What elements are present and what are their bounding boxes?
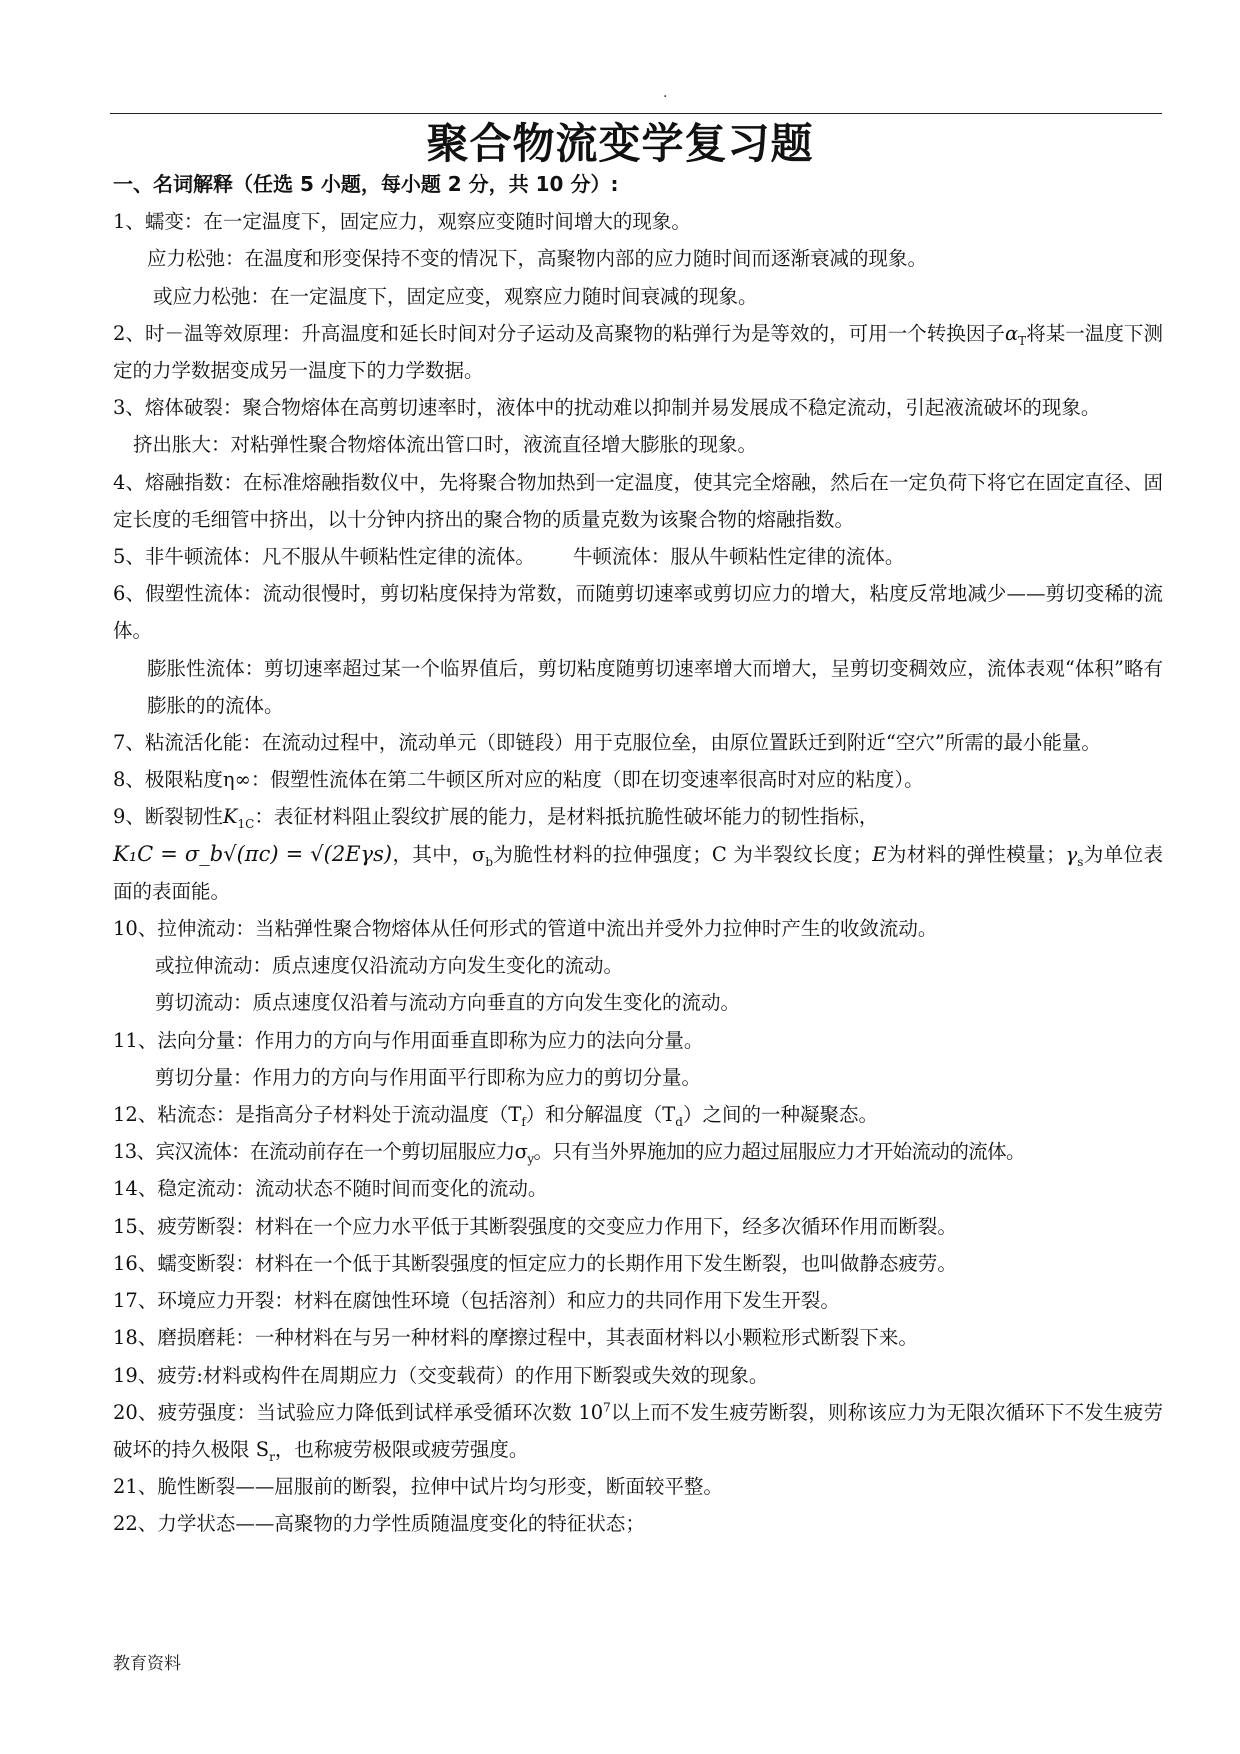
- fracture-toughness-formula: K₁C = σ_b√(πc) = √(2Eγs): [113, 841, 393, 866]
- item-15-fatigue-fracture: 15、疲劳断裂：材料在一个应力水平低于其断裂强度的交变应力作用下，经多次循环作用而断裂。: [113, 1214, 957, 1238]
- item-3-die-swell: 挤出胀大：对粘弹性聚合物熔体流出管口时，液流直径增大膨胀的现象。: [133, 433, 758, 457]
- item-6-pseudoplastic: 6、假塑性流体：流动很慢时，剪切粘度保持为常数，而随剪切速率或剪切应力的增大，粘度反常地减少——剪切变稀的流体。: [113, 582, 1163, 643]
- item-1-stress-relaxation: 应力松弛：在温度和形变保持不变的情况下，高聚物内部的应力随时间而逐渐衰减的现象。: [147, 247, 928, 271]
- item-8-limiting-viscosity: 8、极限粘度η∞：假塑性流体在第二牛顿区所对应的粘度（即在切变速率很高时对应的粘度）。: [113, 768, 924, 792]
- header-dot: .: [663, 85, 668, 101]
- item-7-activation-energy: 7、粘流活化能：在流动过程中，流动单元（即链段）用于克服位垒，由原位置跃迁到附近“空穴”所需的最小能量。: [113, 731, 1101, 755]
- item-17-stress-cracking: 17、环境应力开裂：材料在腐蚀性环境（包括溶剂）和应力的共同作用下发生开裂。: [113, 1289, 840, 1313]
- item-11-shear-component: 剪切分量：作用力的方向与作用面平行即称为应力的剪切分量。: [155, 1065, 702, 1089]
- item-9-fracture-toughness: 9、断裂韧性$K_{1C}$：表征材料阻止裂纹扩展的能力，是材料抵抗脆性破坏能力的韧性指标， K₁C = σ_b√(πc) = √(2Eγs)，其中，$\sigma_b$为脆性材料的拉伸强度；C 为半裂纹长度；E为材料的弹性模量；$\gamma_s$为单位表面的表面能。: [113, 805, 1163, 903]
- document-body: [113, 166, 1163, 1543]
- item-1-creep: 1、蠕变：在一定温度下，固定应力，观察应变随时间增大的现象。: [113, 210, 691, 234]
- item-21-brittle-fracture: 21、脆性断裂——屈服前的断裂，拉伸中试片均匀形变，断面较平整。: [113, 1475, 723, 1499]
- item-10-extensional-flow: 10、拉伸流动：当粘弹性聚合物熔体从任何形式的管道中流出并受外力拉伸时产生的收敛流动。: [113, 917, 938, 941]
- item-3-melt-fracture: 3、熔体破裂：聚合物熔体在高剪切速率时，液体中的扰动难以抑制并易发展成不稳定流动，引起液流破坏的现象。: [113, 396, 1101, 420]
- item-2-time-temperature: 2、时－温等效原理：升高温度和延长时间对分子运动及高聚物的粘弹行为是等效的，可用一个转换因子$\alpha_T$将某一温度下测定的力学数据变成另一温度下的力学数据。: [113, 321, 1163, 383]
- item-10-extensional-flow-alt: 或拉伸流动：质点速度仅沿流动方向发生变化的流动。: [155, 954, 624, 978]
- item-12-viscous-flow-state: 12、粘流态：是指高分子材料处于流动温度$(T_f)$和分解温度$(T_d)$之间的一种凝聚态。: [113, 1103, 878, 1129]
- item-16-creep-rupture: 16、蠕变断裂：材料在一个低于其断裂强度的恒定应力的长期作用下发生断裂，也叫做静态疲劳。: [113, 1251, 957, 1275]
- item-14-steady-flow: 14、稳定流动：流动状态不随时间而变化的流动。: [113, 1177, 548, 1201]
- item-4-melt-index: 4、熔融指数：在标准熔融指数仪中，先将聚合物加热到一定温度，使其完全熔融，然后在一定负荷下将它在固定直径、固定长度的毛细管中挤出，以十分钟内挤出的聚合物的质量克数为该聚合物的熔融指数。: [113, 470, 1163, 531]
- item-6-dilatant: 膨胀性流体：剪切速率超过某一个临界值后，剪切粘度随剪切速率增大而增大，呈剪切变稠效应，流体表观“体积”略有膨胀的的流体。: [147, 656, 1163, 717]
- section-heading: 一、名词解释（任选 5 小题，每小题 2 分，共 10 分）:: [113, 172, 619, 196]
- item-1-stress-relaxation-alt: 或应力松弛：在一定温度下，固定应变，观察应力随时间衰减的现象。: [153, 284, 758, 308]
- item-13-bingham-fluid: 13、宾汉流体：在流动前存在一个剪切屈服应力$\sigma_y$。只有当外界施加的应力超过屈服应力才开始流动的流体。: [113, 1140, 1025, 1167]
- page-title: 聚合物流变学复习题: [426, 119, 814, 168]
- item-11-normal-component: 11、法向分量：作用力的方向与作用面垂直即称为应力的法向分量。: [113, 1028, 704, 1052]
- item-22-mechanical-state: 22、力学状态——高聚物的力学性质随温度变化的特征状态；: [113, 1512, 645, 1536]
- footer-label: 教育资料: [113, 1654, 181, 1674]
- item-18-wear: 18、磨损磨耗：一种材料在与另一种材料的摩擦过程中，其表面材料以小颗粒形式断裂下来。: [113, 1326, 918, 1350]
- item-5-newtonian: 5、非牛顿流体：凡不服从牛顿粘性定律的流体。 牛顿流体：服从牛顿粘性定律的流体。: [113, 545, 905, 569]
- item-19-fatigue: 19、疲劳:材料或构件在周期应力（交变载荷）的作用下断裂或失效的现象。: [113, 1363, 769, 1387]
- item-10-shear-flow: 剪切流动：质点速度仅沿着与流动方向垂直的方向发生变化的流动。: [155, 991, 741, 1015]
- header-rule: [110, 113, 1162, 114]
- item-20-fatigue-strength: 20、疲劳强度：当试验应力降低到试样承受循环次数 $10^7$以上而不发生疲劳断裂，则称该应力为无限次循环下不发生疲劳破坏的持久极限 $S_r$，也称疲劳极限或疲劳强度。: [113, 1400, 1163, 1464]
